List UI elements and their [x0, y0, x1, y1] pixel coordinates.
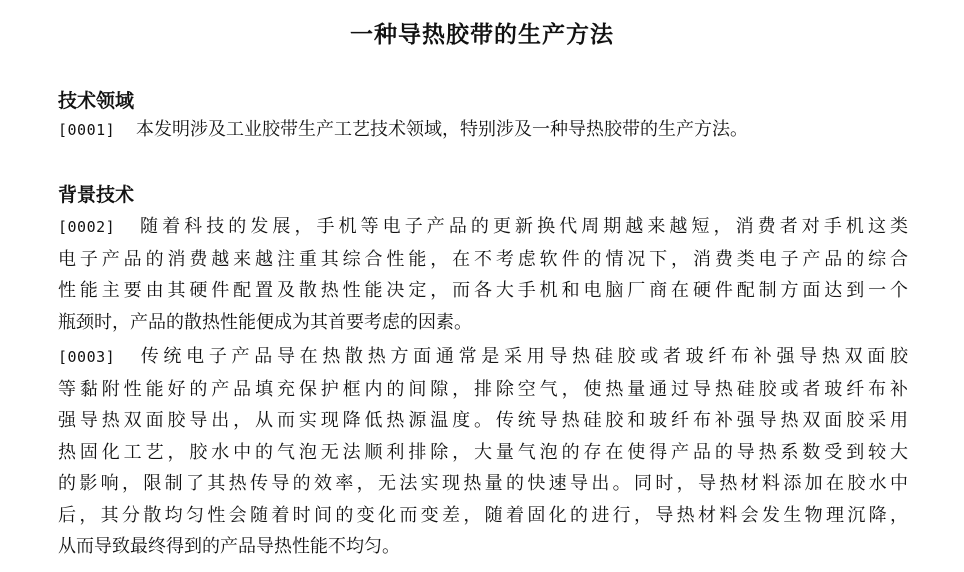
paragraph-line — [58, 114, 908, 147]
paragraph-number: [0002] — [58, 218, 116, 236]
paragraph-text: 本发明涉及工业胶带生产工艺技术领域，特别涉及一种导热胶带的生产方法。 — [136, 119, 748, 140]
paragraph-number: [0003] — [58, 348, 116, 366]
paragraph-0001 — [58, 114, 908, 147]
paragraph-line: 等黏附性能好的产品填充保护框内的间隙，排除空气，使热量通过导热硅胶或者玻纤布补 — [58, 378, 908, 400]
paragraph-line — [58, 211, 908, 244]
paragraph-0002 — [58, 211, 908, 338]
paragraph-line: 瓶颈时，产品的散热性能便成为其首要考虑的因素。 — [58, 311, 472, 333]
paragraph-text: 传统电子产品导在热散热方面通常是采用导热硅胶或者玻纤布补强导热双面胶 — [136, 346, 908, 367]
paragraph-line — [58, 341, 908, 374]
paragraph-line: 从而导致最终得到的产品导热性能不均匀。 — [58, 536, 400, 557]
paragraph-line: 的影响，限制了其热传导的效率，无法实现热量的快速导出。同时，导热材料添加在胶水中 — [58, 473, 908, 494]
section-heading-background-art: 背景技术 — [58, 184, 135, 206]
document-title: 一种导热胶带的生产方法 — [350, 22, 614, 48]
paragraph-line: 后，其分散均匀性会随着时间的变化而变差，随着固化的进行，导热材料会发生物理沉降， — [58, 504, 908, 526]
paragraph-line: 性能主要由其硬件配置及散热性能决定，而各大手机和电脑厂商在硬件配制方面达到一个 — [58, 280, 908, 301]
paragraph-0003 — [58, 341, 908, 563]
paragraph-number: [0001] — [58, 121, 116, 139]
paragraph-line: 电子产品的消费越来越注重其综合性能，在不考虑软件的情况下，消费类电子产品的综合 — [58, 248, 908, 270]
paragraph-text: 随着科技的发展，手机等电子产品的更新换代周期越来越短，消费者对手机这类 — [136, 216, 908, 237]
paragraph-line: 热固化工艺，胶水中的气泡无法顺利排除，大量气泡的存在使得产品的导热系数受到较大 — [58, 441, 908, 463]
section-heading-technical-field: 技术领域 — [58, 90, 135, 112]
paragraph-line: 强导热双面胶导出，从而实现降低热源温度。传统导热硅胶和玻纤布补强导热双面胶采用 — [58, 410, 908, 431]
